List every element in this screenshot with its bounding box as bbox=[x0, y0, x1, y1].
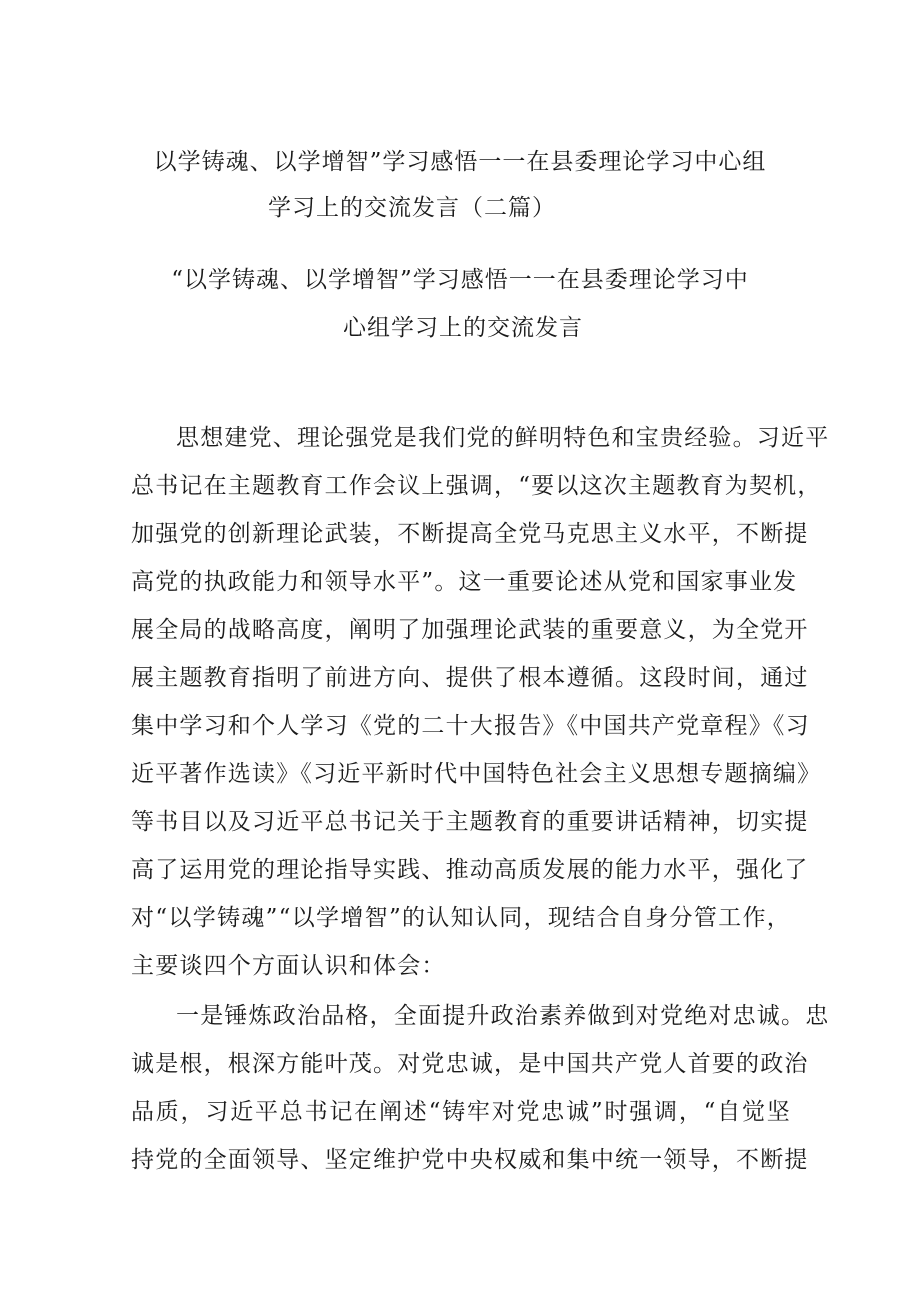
paragraph-1-line: 等书目以及习近平总书记关于主题教育的重要讲话精神，切实提 bbox=[131, 809, 809, 835]
paragraph-1-line: 近平著作选读》《习近平新时代中国特色社会主义思想专题摘编》 bbox=[131, 761, 822, 787]
paragraph-2-line: 持党的全面领导、坚定维护党中央权威和集中统一领导，不断提 bbox=[131, 1147, 809, 1173]
paragraph-1-line: 加强党的创新理论武装，不断提高全党马克思主义水平，不断提 bbox=[131, 521, 809, 547]
paragraph-2-line: 品质，习近平总书记在阐述“铸牢对党忠诚”时强调，“自觉坚 bbox=[131, 1099, 791, 1125]
paragraph-1-line: 高了运用党的理论指导实践、推动高质发展的能力水平，强化了 bbox=[131, 857, 809, 883]
paragraph-1-line: 对“以学铸魂”“以学增智”的认知认同，现结合自身分管工作， bbox=[131, 905, 791, 931]
paragraph-1-line: 高党的执政能力和领导水平”。这一重要论述从党和国家事业发 bbox=[131, 569, 798, 595]
paragraph-1-line: 思想建党、理论强党是我们党的鲜明特色和宝贵经验。习近平 bbox=[176, 425, 830, 451]
paragraph-1-line: 集中学习和个人学习《党的二十大报告》《中国共产党章程》《习 bbox=[131, 713, 810, 739]
paragraph-1-line: 总书记在主题教育工作会议上强调，“要以这次主题教育为契机， bbox=[131, 473, 822, 499]
sub-title-line-2: 心组学习上的交流发言 bbox=[343, 315, 583, 341]
main-title-line-2: 学习上的交流发言（二篇） bbox=[268, 195, 556, 221]
sub-title-line-1: “以学铸魂、以学增智”学习感悟一一在县委理论学习中 bbox=[171, 267, 749, 293]
paragraph-2-line: 诚是根，根深方能叶茂。对党忠诚，是中国共产党人首要的政治 bbox=[131, 1051, 809, 1077]
paragraph-1-line: 展全局的战略高度，阐明了加强理论武装的重要意义，为全党开 bbox=[131, 617, 809, 643]
paragraph-1-line: 展主题教育指明了前进方向、提供了根本遵循。这段时间，通过 bbox=[131, 665, 809, 691]
main-title-line-1: 以学铸魂、以学增智”学习感悟一一在县委理论学习中心组 bbox=[153, 149, 767, 175]
paragraph-2-line: 一是锤炼政治品格，全面提升政治素养做到对党绝对忠诚。忠 bbox=[176, 1003, 830, 1029]
paragraph-1-line: 主要谈四个方面认识和体会： bbox=[131, 953, 446, 979]
